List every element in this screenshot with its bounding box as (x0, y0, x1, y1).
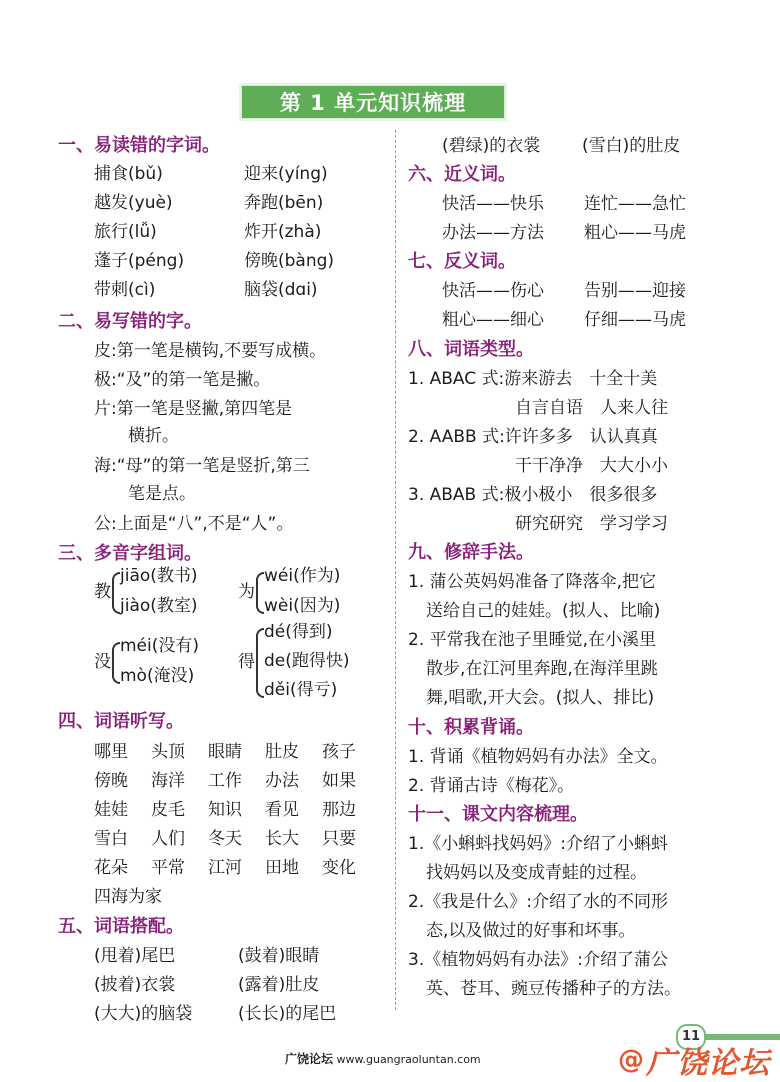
word-item: 旅行(lǚ) (94, 222, 157, 242)
collocation-item: (长长)的尾巴 (238, 1004, 337, 1024)
text-line: 片:第一笔是竖撇,第四笔是 (94, 399, 293, 419)
text-line: 海:“母”的第一笔是竖折,第三 (94, 456, 310, 476)
section-heading-2: 二、易写错的字。 (58, 311, 202, 332)
text-line: 找妈妈以及变成青蛙的过程。 (426, 863, 647, 883)
section-heading-5: 五、词语搭配。 (58, 916, 184, 937)
dictation-word: 头顶 (151, 742, 185, 762)
polyphone-char: 为 (238, 582, 255, 602)
brace-icon (256, 628, 264, 698)
dictation-word: 办法 (265, 771, 299, 791)
text-line: 2.《我是什么》:介绍了水的不同形 (408, 892, 668, 912)
polyphone-word: wèi(因为) (264, 596, 341, 616)
logo-swirl-icon: @ (618, 1045, 644, 1075)
dictation-word: 花朵 (94, 858, 128, 878)
antonym-pair: 告别——迎接 (584, 281, 686, 301)
word-item: 越发(yuè) (94, 193, 173, 213)
footer-watermark (285, 1050, 481, 1067)
page-title: 第 1 单元知识梳理 (241, 85, 505, 119)
dictation-word: 看见 (265, 800, 299, 820)
footer-site-name: 广饶论坛 (285, 1052, 334, 1066)
word-item: 带刺(cì) (94, 280, 156, 300)
column-divider (395, 130, 396, 1010)
collocation-item: (大大)的脑袋 (94, 1004, 193, 1024)
dictation-word: 皮毛 (151, 800, 185, 820)
section-heading-3: 三、多音字组词。 (58, 543, 202, 564)
site-logo (618, 1040, 778, 1080)
dictation-word: 娃娃 (94, 800, 128, 820)
dictation-row (94, 767, 379, 795)
dictation-word: 肚皮 (265, 742, 299, 762)
polyphone-word: de(跑得快) (264, 651, 350, 671)
text-line: 1. ABAC 式:游来游去 十全十美 (408, 369, 658, 389)
section-heading-11: 十一、课文内容梳理。 (408, 804, 588, 825)
dictation-word: 只要 (322, 829, 356, 849)
text-line: 横折。 (128, 426, 179, 446)
dictation-row (94, 854, 379, 882)
dictation-word: 长大 (265, 829, 299, 849)
text-line: 极:“及”的第一笔是撇。 (94, 370, 271, 390)
text-line: 散步,在江河里奔跑,在海洋里跳 (426, 659, 658, 679)
word-item: 奔跑(bēn) (244, 193, 324, 213)
antonym-pair: 快活——伤心 (442, 281, 544, 301)
polyphone-word: jiào(教室) (120, 596, 198, 616)
text-line: 送给自己的娃娃。(拟人、比喻) (426, 601, 661, 621)
text-line: 笔是点。 (128, 484, 196, 504)
section-heading-7: 七、反义词。 (408, 251, 516, 272)
dictation-word: 变化 (322, 858, 356, 878)
polyphone-word: jiāo(教书) (120, 566, 198, 586)
synonym-pair: 快活——快乐 (442, 194, 544, 214)
synonym-pair: 连忙——急忙 (584, 194, 686, 214)
polyphone-char: 得 (238, 652, 255, 672)
section-heading-6: 六、近义词。 (408, 164, 516, 185)
collocation-item: (碧绿)的衣裳 (442, 136, 541, 156)
collocation-item: (甩着)尾巴 (94, 946, 176, 966)
text-line: 3. ABAB 式:极小极小 很多很多 (408, 485, 658, 505)
dictation-word: 如果 (322, 771, 356, 791)
footer-url: www.guangraoluntan.com (336, 1053, 481, 1066)
polyphone-word: mò(淹没) (120, 666, 195, 686)
text-line: 1. 背诵《植物妈妈有办法》全文。 (408, 747, 668, 767)
brace-icon (112, 642, 120, 684)
dictation-word: 眼睛 (208, 742, 242, 762)
section-heading-9: 九、修辞手法。 (408, 542, 534, 563)
dictation-word: 四海为家 (94, 887, 162, 907)
synonym-pair: 粗心——马虎 (584, 223, 686, 243)
dictation-word: 知识 (208, 800, 242, 820)
text-line: 1.《小蝌蚪找妈妈》:介绍了小蝌蚪 (408, 834, 668, 854)
text-line: 舞,唱歌,开大会。(拟人、排比) (426, 688, 655, 708)
polyphone-word: dé(得到) (264, 622, 333, 642)
dictation-word: 那边 (322, 800, 356, 820)
collocation-item: (披着)衣裳 (94, 975, 176, 995)
dictation-word: 田地 (265, 858, 299, 878)
section-heading-4: 四、词语听写。 (58, 711, 184, 732)
text-line: 3.《植物妈妈有办法》:介绍了蒲公 (408, 950, 668, 970)
text-line: 1. 蒲公英妈妈准备了降落伞,把它 (408, 572, 657, 592)
dictation-word: 傍晚 (94, 771, 128, 791)
word-item: 蓬子(péng) (94, 251, 185, 271)
text-line: 公:上面是“八”,不是“人”。 (94, 514, 294, 534)
dictation-word: 工作 (208, 771, 242, 791)
text-line: 自言自语 人来人往 (515, 398, 668, 418)
polyphone-char: 没 (94, 652, 111, 672)
collocation-item: (鼓着)眼睛 (238, 946, 320, 966)
section-heading-8: 八、词语类型。 (408, 339, 534, 360)
text-line: 英、苍耳、豌豆传播种子的方法。 (426, 979, 681, 999)
text-line: 干干净净 大大小小 (515, 456, 668, 476)
section-heading-10: 十、积累背诵。 (408, 717, 534, 738)
text-line: 2. AABB 式:许许多多 认认真真 (408, 427, 658, 447)
dictation-word: 冬天 (208, 829, 242, 849)
antonym-pair: 仔细——马虎 (584, 310, 686, 330)
text-line: 研究研究 学习学习 (515, 514, 668, 534)
brace-icon (256, 572, 264, 614)
dictation-row (94, 738, 379, 766)
word-item: 捕食(bǔ) (94, 164, 163, 184)
collocation-item: (露着)肚皮 (238, 975, 320, 995)
polyphone-word: děi(得亏) (264, 680, 338, 700)
section-heading-1: 一、易读错的字词。 (58, 135, 220, 156)
dictation-word: 平常 (151, 858, 185, 878)
antonym-pair: 粗心——细心 (442, 310, 544, 330)
dictation-word: 江河 (208, 858, 242, 878)
dictation-word: 哪里 (94, 742, 128, 762)
word-item: 傍晚(bàng) (244, 251, 335, 271)
text-line: 态,以及做过的好事和坏事。 (426, 921, 636, 941)
dictation-word: 雪白 (94, 829, 128, 849)
text-line: 2. 平常我在池子里睡觉,在小溪里 (408, 630, 657, 650)
word-item: 脑袋(dɑi) (244, 280, 318, 300)
dictation-word: 海洋 (151, 771, 185, 791)
collocation-item: (雪白)的肚皮 (582, 136, 681, 156)
synonym-pair: 办法——方法 (442, 223, 544, 243)
polyphone-word: wéi(作为) (264, 566, 341, 586)
polyphone-char: 教 (94, 582, 111, 602)
polyphone-word: méi(没有) (120, 636, 200, 656)
text-line: 2. 背诵古诗《梅花》。 (408, 776, 575, 796)
dictation-row (94, 825, 379, 853)
dictation-row (94, 796, 379, 824)
dictation-word: 孩子 (322, 742, 356, 762)
page-number: 11 (676, 1024, 706, 1050)
logo-text: 广饶论坛 (646, 1046, 770, 1081)
text-line: 皮:第一笔是横钩,不要写成横。 (94, 341, 327, 361)
dictation-word: 人们 (151, 829, 185, 849)
word-item: 迎来(yíng) (244, 164, 328, 184)
word-item: 炸开(zhà) (244, 222, 322, 242)
brace-icon (112, 572, 120, 614)
